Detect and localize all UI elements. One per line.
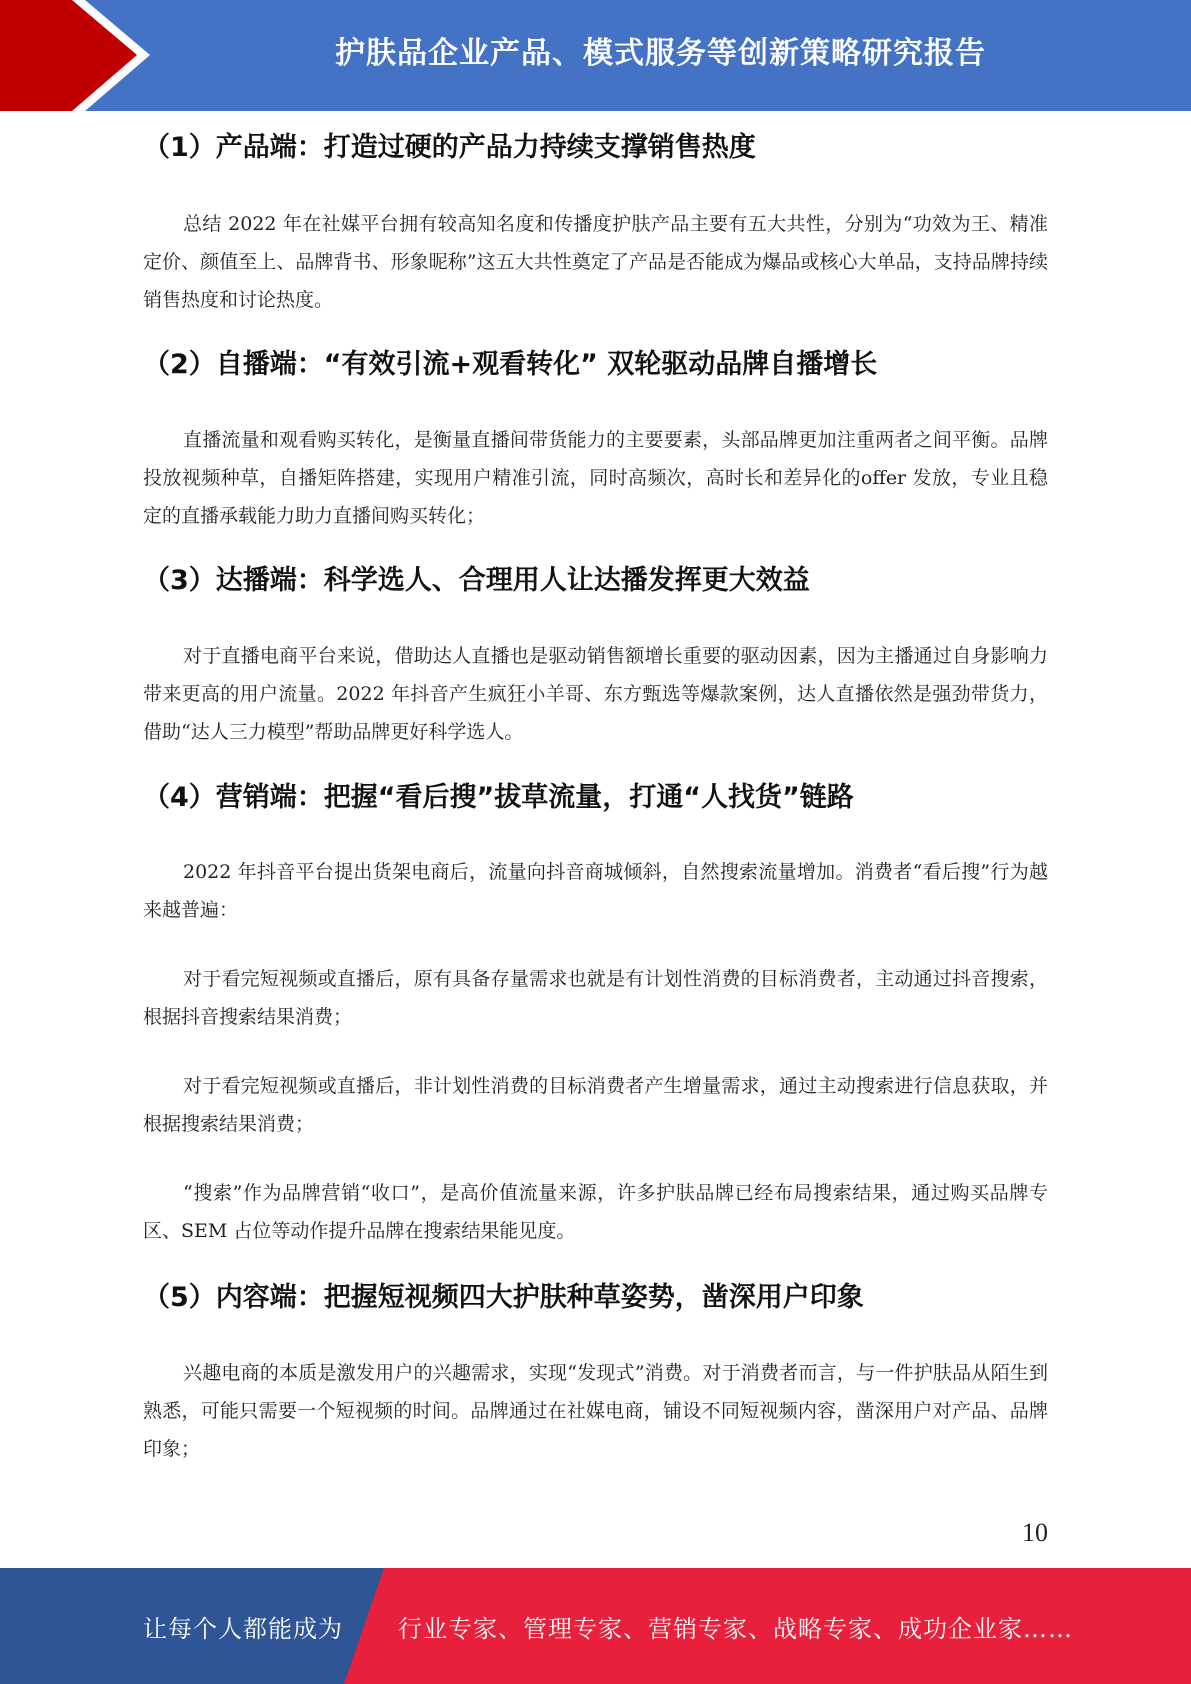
paragraph-marketing-2: 对于看完短视频或直播后，原有具备存量需求也就是有计划性消费的目标消费者，主动通过抖音搜索，根据抖音搜索结果消费； [143,968,1048,1028]
footer-slogan-roles: 行业专家、管理专家、营销专家、战略专家、成功企业家…… [398,1614,1073,1643]
section-heading-self-broadcast: （2）自播端：“有效引流+观看转化” 双轮驱动品牌自播增长 [143,349,878,380]
paragraph-marketing-4: “搜索”作为品牌营销“收口”，是高价值流量来源，许多护肤品牌已经布局搜索结果，通过购买品牌专区、SEM 占位等动作提升品牌在搜索结果能见度。 [143,1182,1048,1242]
paragraph-marketing-1: 2022 年抖音平台提出货架电商后，流量向抖音商城倾斜，自然搜索流量增加。消费者“看后搜”行为越来越普遍： [143,861,1048,921]
section-heading-marketing: （4）营销端：把握“看后搜”拔草流量，打通“人找货”链路 [143,782,854,813]
section-heading-content: （5）内容端：把握短视频四大护肤种草姿势，凿深用户印象 [143,1282,864,1313]
section-heading-product: （1）产品端：打造过硬的产品力持续支撑销售热度 [143,132,756,163]
section-heading-influencer-broadcast: （3）达播端：科学选人、合理用人让达播发挥更大效益 [143,565,810,596]
footer-banner [0,1568,1191,1684]
paragraph-product: 总结 2022 年在社媒平台拥有较高知名度和传播度护肤产品主要有五大共性，分别为“功效为王、精准定价、颜值至上、品牌背书、形象昵称”这五大共性奠定了产品是否能成为爆品或核心大单品，支持品牌持续销售热度和讨论热度。 [143,213,1048,311]
report-title: 护肤品企业产品、模式服务等创新策略研究报告 [335,36,986,71]
paragraph-content: 兴趣电商的本质是激发用户的兴趣需求，实现“发现式”消费。对于消费者而言，与一件护肤品从陌生到熟悉，可能只需要一个短视频的时间。品牌通过在社媒电商，铺设不同短视频内容，凿深用户对产品、品牌印象； [143,1362,1048,1460]
paragraph-influencer-broadcast: 对于直播电商平台来说，借助达人直播也是驱动销售额增长重要的驱动因素，因为主播通过自身影响力带来更高的用户流量。2022 年抖音产生疯狂小羊哥、东方甄选等爆款案例，达人直播依然是强劲带货力，借助“达人三力模型”帮助品牌更好科学选人。 [143,645,1048,743]
page-number: 10 [1022,1518,1048,1547]
header-banner [0,0,1191,111]
paragraph-self-broadcast: 直播流量和观看购买转化，是衡量直播间带货能力的主要要素，头部品牌更加注重两者之间平衡。品牌投放视频种草，自播矩阵搭建，实现用户精准引流，同时高频次，高时长和差异化的offer 发放，专业且稳定的直播承载能力助力直播间购买转化； [143,429,1048,527]
paragraph-marketing-3: 对于看完短视频或直播后，非计划性消费的目标消费者产生增量需求，通过主动搜索进行信息获取，并根据搜索结果消费； [143,1075,1048,1135]
footer-slogan-lead: 让每个人都能成为 [143,1614,343,1643]
